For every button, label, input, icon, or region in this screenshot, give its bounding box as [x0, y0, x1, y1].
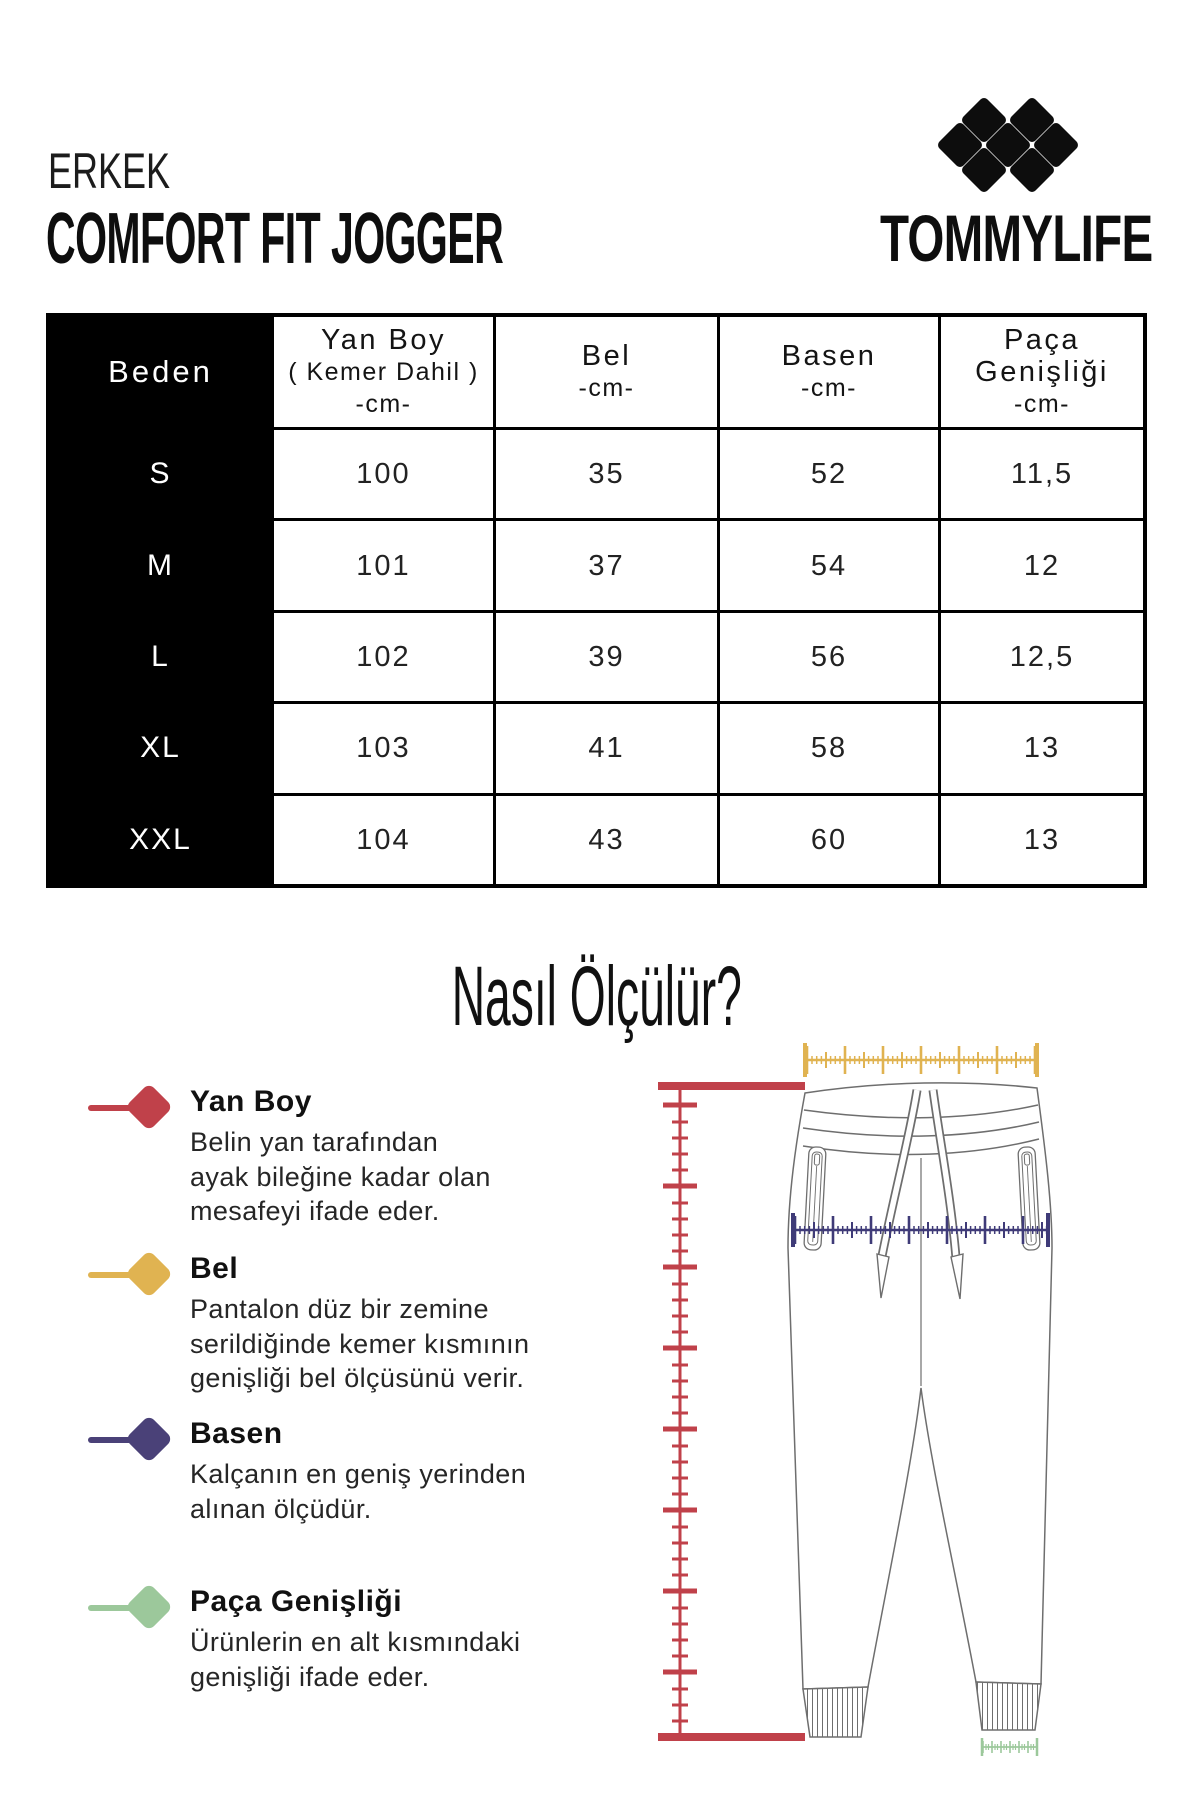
table-cell: 100	[274, 430, 493, 518]
legend-description: Pantalon düz bir zemine serildiğinde kemer kısmının genişliği bel ölçüsünü verir.	[190, 1294, 530, 1393]
table-cell: 103	[274, 704, 493, 792]
table-header-paca-genisligi: Paça Genişliği -cm-	[941, 317, 1143, 427]
product-title: COMFORT FIT JOGGER	[46, 199, 504, 279]
table-cell: 43	[496, 796, 717, 884]
legend-description: Kalçanın en geniş yerinden alınan ölçüdür.	[190, 1459, 527, 1524]
pants-outline	[788, 1083, 1052, 1737]
table-row-size-xl: XL	[50, 704, 271, 792]
table-cell: 39	[496, 613, 717, 701]
table-row-size-s: S	[50, 430, 271, 518]
bel-diamond-icon	[88, 1252, 188, 1298]
table-row-size-xxl: XXL	[50, 796, 271, 884]
table-cell: 11,5	[941, 430, 1143, 518]
table-header-bel: Bel -cm-	[496, 317, 717, 427]
table-cell: 58	[720, 704, 938, 792]
table-cell: 54	[720, 521, 938, 609]
legend-title: Bel	[190, 1252, 239, 1285]
table-header-basen: Basen -cm-	[720, 317, 938, 427]
basen-ruler	[793, 1213, 1048, 1247]
legend-title: Paça Genişliği	[190, 1585, 403, 1618]
table-cell: 12,5	[941, 613, 1143, 701]
table-row-size-l: L	[50, 613, 271, 701]
tommylife-diamond-logo-icon	[925, 88, 1091, 202]
table-header-yan-boy: Yan Boy ( Kemer Dahil ) -cm-	[274, 317, 493, 427]
legend-item-paca-genisligi	[88, 1585, 568, 1694]
table-cell: 37	[496, 521, 717, 609]
yan-boy-ruler	[658, 1086, 805, 1737]
size-table	[46, 313, 1147, 888]
jogger-measurement-diagram	[600, 1030, 1100, 1800]
legend-title: Basen	[190, 1417, 283, 1450]
table-cell: 102	[274, 613, 493, 701]
product-category: ERKEK	[48, 143, 171, 199]
paca-genisligi-ruler	[982, 1738, 1037, 1756]
table-cell: 60	[720, 796, 938, 884]
legend-item-bel	[88, 1252, 568, 1396]
table-row-size-m: M	[50, 521, 271, 609]
table-cell: 41	[496, 704, 717, 792]
yan-boy-diamond-icon	[88, 1085, 188, 1131]
legend-title: Yan Boy	[190, 1085, 312, 1118]
legend-item-yan-boy	[88, 1085, 568, 1229]
table-cell: 101	[274, 521, 493, 609]
table-cell: 12	[941, 521, 1143, 609]
table-cell: 35	[496, 430, 717, 518]
brand-name: TOMMYLIFE	[879, 201, 1152, 275]
paca-genisligi-diamond-icon	[88, 1585, 188, 1631]
legend-description: Belin yan tarafından ayak bileğine kadar olan mesafeyi ifade eder.	[190, 1127, 491, 1226]
table-cell: 104	[274, 796, 493, 884]
bel-ruler	[805, 1043, 1037, 1077]
table-cell: 52	[720, 430, 938, 518]
table-header-beden: Beden	[50, 317, 271, 427]
legend-item-basen	[88, 1417, 568, 1526]
legend-description: Ürünlerin en alt kısmındaki genişliği ifade eder.	[190, 1627, 521, 1692]
how-to-measure-heading: Nasıl Ölçülür?	[451, 949, 743, 1043]
basen-diamond-icon	[88, 1417, 188, 1463]
table-cell: 13	[941, 796, 1143, 884]
table-cell: 13	[941, 704, 1143, 792]
table-cell: 56	[720, 613, 938, 701]
